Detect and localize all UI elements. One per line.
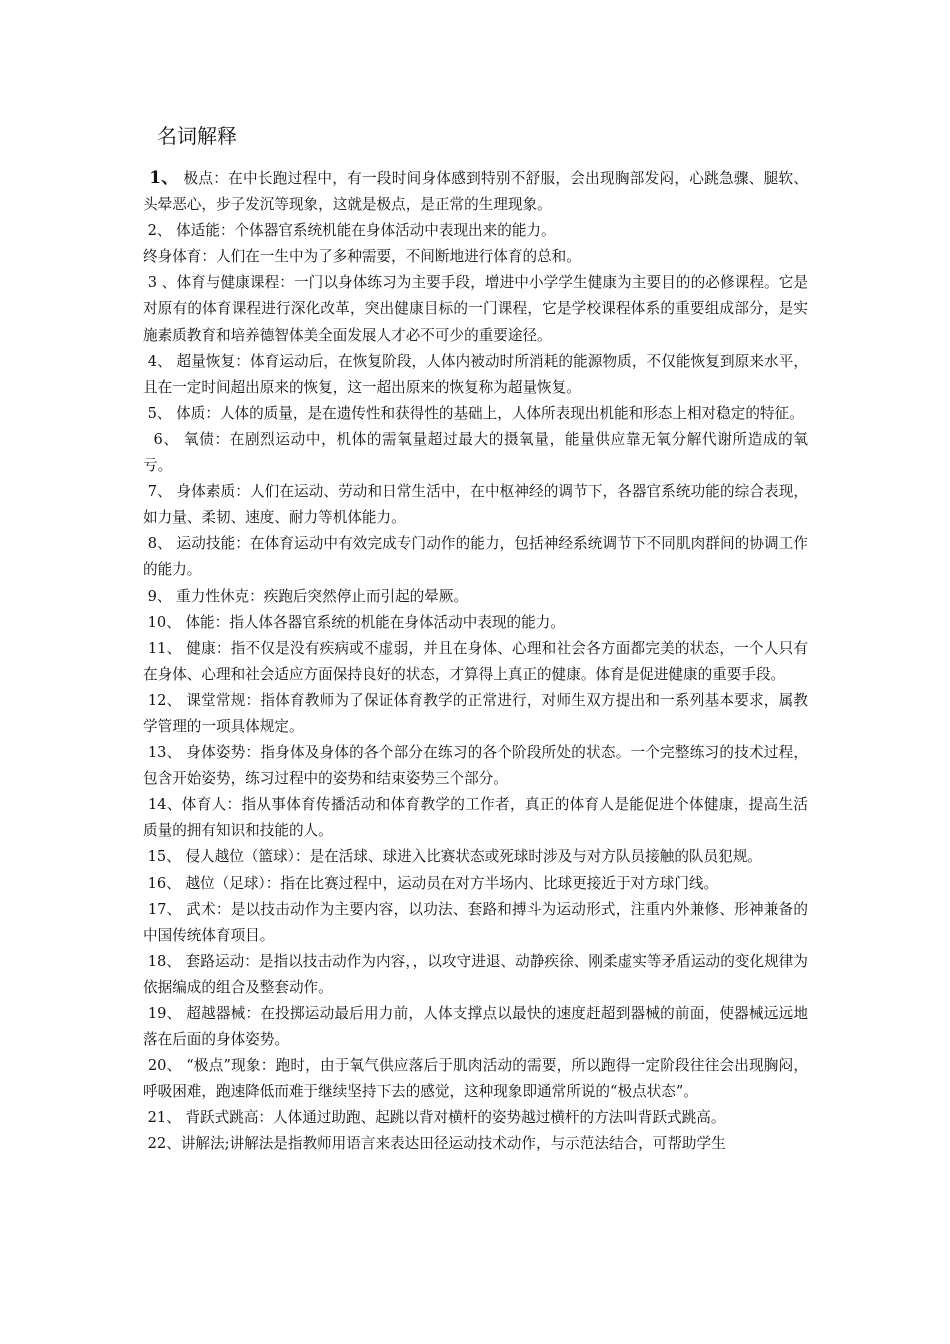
entry-text: 体育与健康课程：一门以身体练习为主要手段，增进中小学学生健康为主要目的的必修课程。它是对原有的体育课程进行深化改革，突出健康目标的一门课程，它是学校课程体系的重要组成部分，是实施素质教育和培养德智体美全面发展人才必不可少的重要途径。 xyxy=(143,274,808,344)
entry-text: 身体素质：人们在运动、劳动和日常生活中，在中枢神经的调节下，各器官系统功能的综合表现，如力量、柔韧、速度、耐力等机体能力。 xyxy=(143,483,808,527)
definition-entry xyxy=(143,531,808,583)
definition-entry xyxy=(143,244,808,270)
entry-text: 身体姿势：指身体及身体的各个部分在练习的各个阶段所处的状态。一个完整练习的技术过程，包含开始姿势，练习过程中的姿势和结束姿势三个部分。 xyxy=(143,744,808,788)
entry-number: 15、 xyxy=(143,848,181,866)
entry-text: 氧债：在剧烈运动中，机体的需氧量超过最大的摄氧量，能量供应靠无氧分解代谢所造成的氧亏。 xyxy=(143,430,808,475)
entry-text: 超越器械：在投掷运动最后用力前，人体支撑点以最快的速度赶超到器械的前面，使器械远远地落在后面的身体姿势。 xyxy=(143,1005,808,1049)
page-title: 名词解释 xyxy=(157,124,237,148)
entry-number: 6、 xyxy=(143,430,179,448)
entry-number: 3 、 xyxy=(143,274,177,292)
entry-text: 讲解法;讲解法是指教师用语言来表达田径运动技术动作，与示范法结合，可帮助学生 xyxy=(180,1135,726,1153)
definition-entry xyxy=(143,871,808,897)
entry-text: 套路运动：是指以技击动作为内容，，以攻守进退、动静疾徐、刚柔虚实等矛盾运动的变化规律为依据编成的组合及整套动作。 xyxy=(143,952,809,996)
definition-entry xyxy=(143,427,808,479)
entry-text: 健康：指不仅是没有疾病或不虚弱，并且在身体、心理和社会各方面都完美的状态，一个人只有在身体、心理和社会适应方面保持良好的状态，才算得上真正的健康。体育是促进健康的重要手段。 xyxy=(143,639,808,683)
definition-entry xyxy=(143,218,808,244)
entry-text: 背跃式跳高：人体通过助跑、起跳以背对横杆的姿势越过横杆的方法叫背跃式跳高。 xyxy=(180,1109,726,1127)
entry-text: 体适能：个体器官系统机能在身体活动中表现出来的能力。 xyxy=(171,222,556,240)
entry-text: 侵人越位（篮球）：是在活球、球进入比赛状态或死球时涉及与对方队员接触的队员犯规。 xyxy=(180,848,762,866)
entry-text: 体能：指人体各器官系统的机能在身体活动中表现的能力。 xyxy=(180,613,565,631)
entry-number: 8、 xyxy=(143,535,172,553)
entry-text: 重力性休克：疾跑后突然停止而引起的晕厥。 xyxy=(171,587,469,605)
definition-entry xyxy=(143,479,808,531)
definition-entry xyxy=(143,1053,808,1105)
entry-number: 7、 xyxy=(143,483,172,501)
entry-text: 越位（足球）：指在比赛过程中，运动员在对方半场内、比球更接近于对方球门线。 xyxy=(180,874,719,892)
entry-text: 课堂常规：指体育教师为了保证体育教学的正常进行，对师生双方提出和一系列基本要求，属教学管理的一项具体规定。 xyxy=(143,691,808,735)
definition-entry xyxy=(143,270,808,348)
entry-number: 22、 xyxy=(143,1135,181,1153)
definition-entry xyxy=(143,1131,808,1157)
entry-text: 体育人：指从事体育传播活动和体育教学的工作者，真正的体育人是能促进个体健康，提高生活质量的拥有知识和技能的人。 xyxy=(143,796,808,840)
entry-text: 极点：在中长跑过程中，有一段时间身体感到特别不舒服，会出现胸部发闷，心跳急骤、腿软、头晕恶心，步子发沉等现象，这就是极点，是正常的生理现象。 xyxy=(143,170,808,214)
entry-number: 20、 xyxy=(143,1057,182,1075)
definition-entry xyxy=(143,401,808,427)
definition-entry xyxy=(143,897,808,949)
entry-text: 超量恢复：体育运动后，在恢复阶段，人体内被动时所消耗的能源物质，不仅能恢复到原来水平，且在一定时间超出原来的恢复，这一超出原来的恢复称为超量恢复。 xyxy=(143,352,808,396)
definition-entry xyxy=(143,1001,808,1053)
entry-number: 1、 xyxy=(143,168,179,188)
entry-number: 14、 xyxy=(143,796,182,814)
definition-entry xyxy=(143,688,808,740)
entry-text: “极点”现象：跑时，由于氧气供应落后于肌肉活动的需要，所以跑得一定阶段往往会出现胸闷，呼吸困难，跑速降低而难于继续坚持下去的感觉，这种现象即通常所说的“极点状态”。 xyxy=(143,1057,808,1101)
entry-number: 13、 xyxy=(143,744,182,762)
entry-number: 18、 xyxy=(143,952,181,970)
entry-number: 2、 xyxy=(143,222,172,240)
entry-number: 10、 xyxy=(143,613,181,631)
definitions-list xyxy=(143,165,808,1158)
entry-text: 运动技能：在体育运动中有效完成专门动作的能力，包括神经系统调节下不同肌肉群间的协调工作的能力。 xyxy=(143,535,808,579)
entry-number: 5、 xyxy=(143,404,172,422)
entry-number: 21、 xyxy=(143,1109,181,1127)
entry-number: 11、 xyxy=(143,639,182,657)
entry-text: 武术：是以技击动作为主要内容，以功法、套路和搏斗为运动形式，注重内外兼修、形神兼备的中国传统体育项目。 xyxy=(143,900,808,944)
definition-entry xyxy=(143,1105,808,1131)
entry-text: 体质：人体的质量，是在遗传性和获得性的基础上，人体所表现出机能和形态上相对稳定的特征。 xyxy=(171,404,804,422)
definition-entry xyxy=(143,165,808,218)
definition-entry xyxy=(143,349,808,401)
definition-entry xyxy=(143,740,808,792)
definition-entry xyxy=(143,792,808,844)
entry-number: 17、 xyxy=(143,900,182,918)
entry-number: 19、 xyxy=(143,1005,182,1022)
definition-entry xyxy=(143,610,808,636)
entry-number: 12、 xyxy=(143,691,182,709)
definition-entry xyxy=(143,949,808,1001)
definition-entry xyxy=(143,584,808,610)
entry-number: 9、 xyxy=(143,587,172,605)
definition-entry xyxy=(143,844,808,870)
entry-number: 16、 xyxy=(143,874,181,892)
entry-text: 终身体育：人们在一生中为了多种需要，不间断地进行体育的总和。 xyxy=(143,248,581,266)
definition-entry xyxy=(143,636,808,688)
entry-number: 4、 xyxy=(143,352,172,370)
